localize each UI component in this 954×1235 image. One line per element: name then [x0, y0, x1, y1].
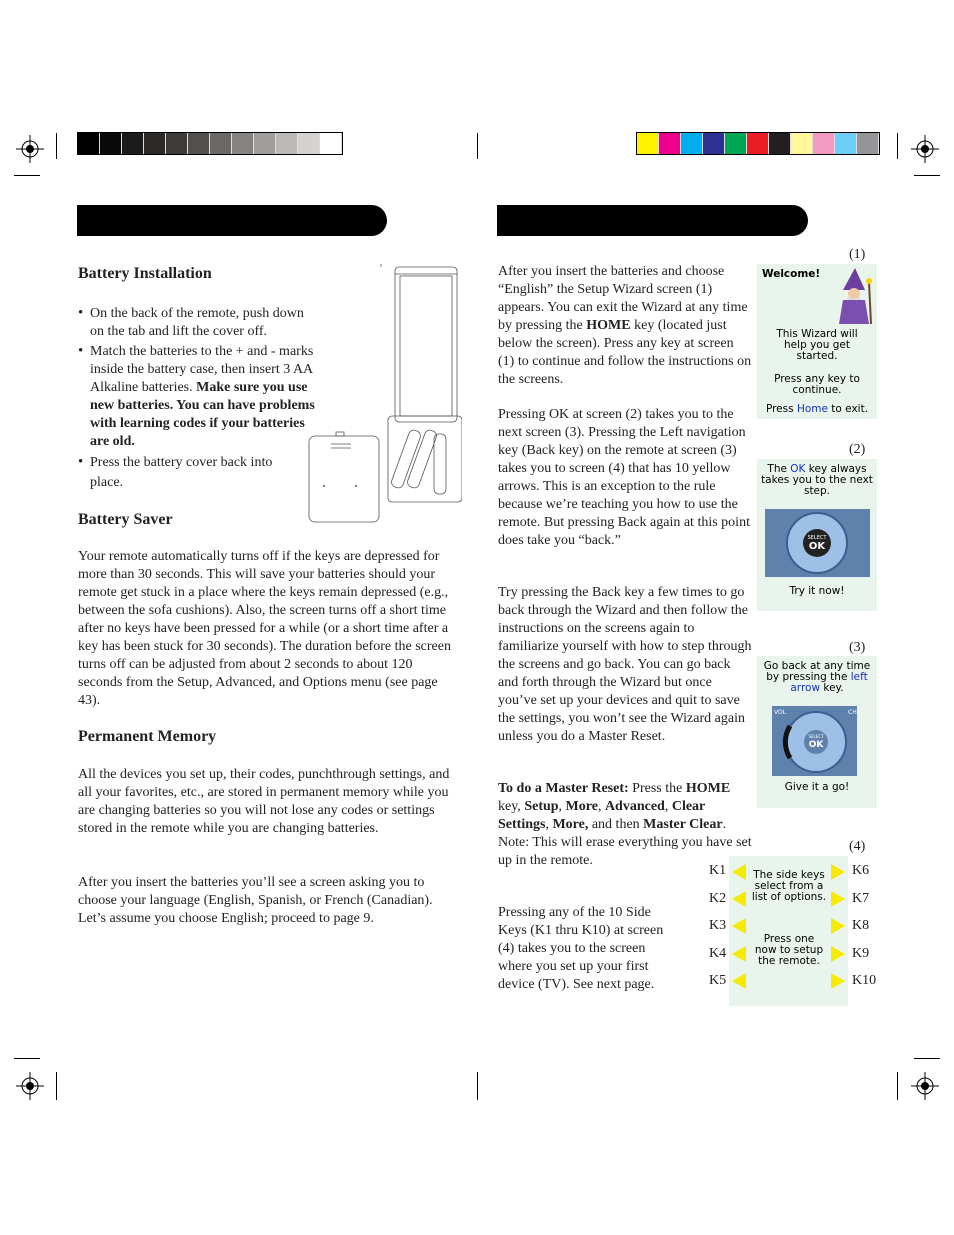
- battery-installation-steps: [78, 305, 318, 495]
- process-color-swatch: [835, 133, 857, 154]
- crop-mark: [897, 133, 898, 159]
- grayscale-swatch: [210, 133, 232, 154]
- process-color-swatch: [681, 133, 703, 154]
- process-color-swatch: [857, 133, 879, 154]
- remote-battery-illustration: [306, 264, 462, 531]
- wizard-screen-3: [757, 656, 877, 808]
- crop-mark: [14, 175, 40, 176]
- k5-arrow-icon[interactable]: [732, 973, 746, 989]
- master-reset-text: To do a Master Reset: Press the HOME key, Setup, More, Advanced, Clear Settings, More, and then Master Clear. Note: This will erase everything you have set up in the remote.: [498, 781, 752, 868]
- battery-saver-text: Your remote automatically turns off if the keys are depressed for more than 30 seconds. This will save your batteries should your remote get stuck in a place where the keys remain depressed (e.g., between the sofa cushions). Also, the screen turns off a short time after no keys have been pressed for a while (or a short time after a key has been stuck for 30 seconds). The duration before the screen turns off can be adjusted from about 2 seconds to about 120 seconds from the Setup, Advanced, and Options menu (see page 43).: [78, 549, 451, 708]
- permanent-memory-heading: Permanent Memory: [78, 728, 217, 745]
- side-key-label-k6: K6: [852, 863, 870, 878]
- give-it-a-go-text: Give it a go!: [784, 781, 850, 793]
- crop-mark: [14, 1058, 40, 1059]
- crop-mark: [914, 1058, 940, 1059]
- ok-key-text: Pressing OK at screen (2) takes you to the next screen (3). Pressing the Left navigation key (Back key) on the remote at screen (3) takes you to screen (4) that has 10 yellow arrows. This is an exception to the rule because we’re teaching you how to use the remote. But pressing Back again at this point does take you “back.”: [498, 407, 750, 548]
- k3-arrow-icon[interactable]: [732, 918, 746, 934]
- grayscale-swatch: [254, 133, 276, 154]
- side-key-label-k5: K5: [709, 973, 727, 988]
- battery-installation-heading: Battery Installation: [78, 265, 212, 282]
- process-color-swatch: [637, 133, 659, 154]
- process-color-swatch: [659, 133, 681, 154]
- registration-mark-bottom-left: [16, 1072, 44, 1105]
- process-color-bar: [636, 132, 880, 155]
- navigation-pad-image: [772, 706, 857, 776]
- step-2: • Match the batteries to the + and - marks inside the battery case, then insert 3 AA Alkaline batteries. Make sure you use new batteries. You can have problems with learning codes if your batteries are old.: [78, 343, 324, 451]
- welcome-text: Welcome!: [762, 268, 821, 280]
- screen-3-label: (3): [849, 640, 866, 655]
- grayscale-swatch: [276, 133, 298, 154]
- wizard-icon: [835, 268, 875, 329]
- step-3: • Press the battery cover back into place.: [78, 453, 295, 493]
- press-any-key-text: Press any key to continue.: [774, 373, 860, 396]
- k6-arrow-icon[interactable]: [831, 864, 845, 880]
- k2-arrow-icon[interactable]: [732, 891, 746, 907]
- process-color-swatch: [791, 133, 813, 154]
- k7-arrow-icon[interactable]: [831, 891, 845, 907]
- side-key-label-k1: K1: [709, 863, 727, 878]
- process-color-swatch: [703, 133, 725, 154]
- crop-mark: [897, 1072, 898, 1100]
- screen-1-label: (1): [849, 247, 866, 262]
- crop-mark: [477, 133, 478, 159]
- wizard-intro-text: After you insert the batteries and choose “English” the Setup Wizard screen (1) appears. You can exit the Wizard at any time by pressing the HOME key (located just below the screen). Press any key at screen (1) to continue and follow the instructions on the screens.: [498, 264, 752, 387]
- wizard-help-text: This Wizard will help you get started.: [776, 328, 858, 362]
- wizard-screen-1: [757, 264, 877, 419]
- ch-label: CH: [848, 709, 857, 716]
- side-key-label-k3: K3: [709, 918, 727, 933]
- grayscale-swatch: [122, 133, 144, 154]
- permanent-memory-text: All the devices you set up, their codes, punchthrough settings, and all your favorites, etc., are stored in permanent memory while you are changing batteries so you will not lose any codes or settings stored in the remote while you are changing batteries.: [78, 767, 450, 836]
- k9-arrow-icon[interactable]: [831, 946, 845, 962]
- select-label: SELECT: [808, 734, 824, 739]
- crop-mark: [914, 175, 940, 176]
- step-1: • On the back of the remote, push down on the tab and lift the cover off.: [78, 305, 318, 341]
- side-key-label-k7: K7: [852, 891, 870, 906]
- side-key-label-k9: K9: [852, 946, 870, 961]
- registration-mark-top-left: [16, 135, 44, 168]
- screen-2-label: (2): [849, 442, 866, 457]
- process-color-swatch: [725, 133, 747, 154]
- navigation-pad-image: [765, 509, 870, 577]
- ok-key-instruction: The OK key always takes you to the next step.: [761, 463, 873, 497]
- process-color-swatch: [747, 133, 769, 154]
- right-header-bar: [497, 205, 808, 236]
- k1-arrow-icon[interactable]: [732, 864, 746, 880]
- grayscale-color-bar: [77, 132, 343, 155]
- crop-mark: [56, 133, 57, 159]
- side-keys-instruction: The side keys select from a list of options.: [751, 869, 827, 903]
- crop-mark: [56, 1072, 57, 1100]
- process-color-swatch: [769, 133, 791, 154]
- language-text: After you insert the batteries you’ll see a screen asking you to choose your language (English, Spanish, or French (Canadian). Let’s assume you choose English; proceed to page 9.: [78, 875, 433, 926]
- registration-mark-bottom-right: [911, 1072, 939, 1105]
- grayscale-swatch: [100, 133, 122, 154]
- side-key-label-k4: K4: [709, 946, 727, 961]
- crop-mark: [477, 1072, 478, 1100]
- back-key-text: Try pressing the Back key a few times to go back through the Wizard and then follow the instructions on the screens again to familiarize yourself with how to step through the screens and go back. You can go back and forth through the Wizard but once you’ve set up your devices and quit to save the settings, you won’t see the Wizard again unless you do a Master Reset.: [498, 585, 752, 744]
- side-keys-text: Pressing any of the 10 Side Keys (K1 thru K10) at screen (4) takes you to the screen where you set up your first device (TV). See next page.: [498, 905, 664, 992]
- try-it-text: Try it now!: [789, 585, 845, 597]
- k8-arrow-icon[interactable]: [831, 918, 845, 934]
- screen-4-label: (4): [849, 839, 866, 854]
- press-one-instruction: Press one now to setup the remote.: [754, 933, 824, 967]
- vol-label: VOL: [774, 709, 787, 716]
- process-color-swatch: [813, 133, 835, 154]
- go-back-instruction: Go back at any time by pressing the left arrow key.: [763, 660, 871, 694]
- press-home-text: Press Home to exit.: [765, 403, 869, 415]
- grayscale-swatch: [78, 133, 100, 154]
- grayscale-swatch: [298, 133, 320, 154]
- k10-arrow-icon[interactable]: [831, 973, 845, 989]
- wizard-screen-2: [757, 459, 877, 611]
- side-key-label-k8: K8: [852, 918, 870, 933]
- k4-arrow-icon[interactable]: [732, 946, 746, 962]
- grayscale-swatch: [232, 133, 254, 154]
- side-key-label-k10: K10: [852, 973, 877, 988]
- ok-button-label: OK: [808, 740, 824, 750]
- battery-saver-heading: Battery Saver: [78, 511, 173, 528]
- left-header-bar: [77, 205, 387, 236]
- wizard-screen-4: [729, 856, 848, 1006]
- select-label: SELECT: [807, 535, 827, 541]
- side-key-label-k2: K2: [709, 891, 727, 906]
- grayscale-swatch: [188, 133, 210, 154]
- grayscale-swatch: [144, 133, 166, 154]
- grayscale-swatch: [166, 133, 188, 154]
- registration-mark-top-right: [911, 135, 939, 168]
- grayscale-swatch: [320, 133, 342, 154]
- ok-button-label: OK: [808, 541, 826, 552]
